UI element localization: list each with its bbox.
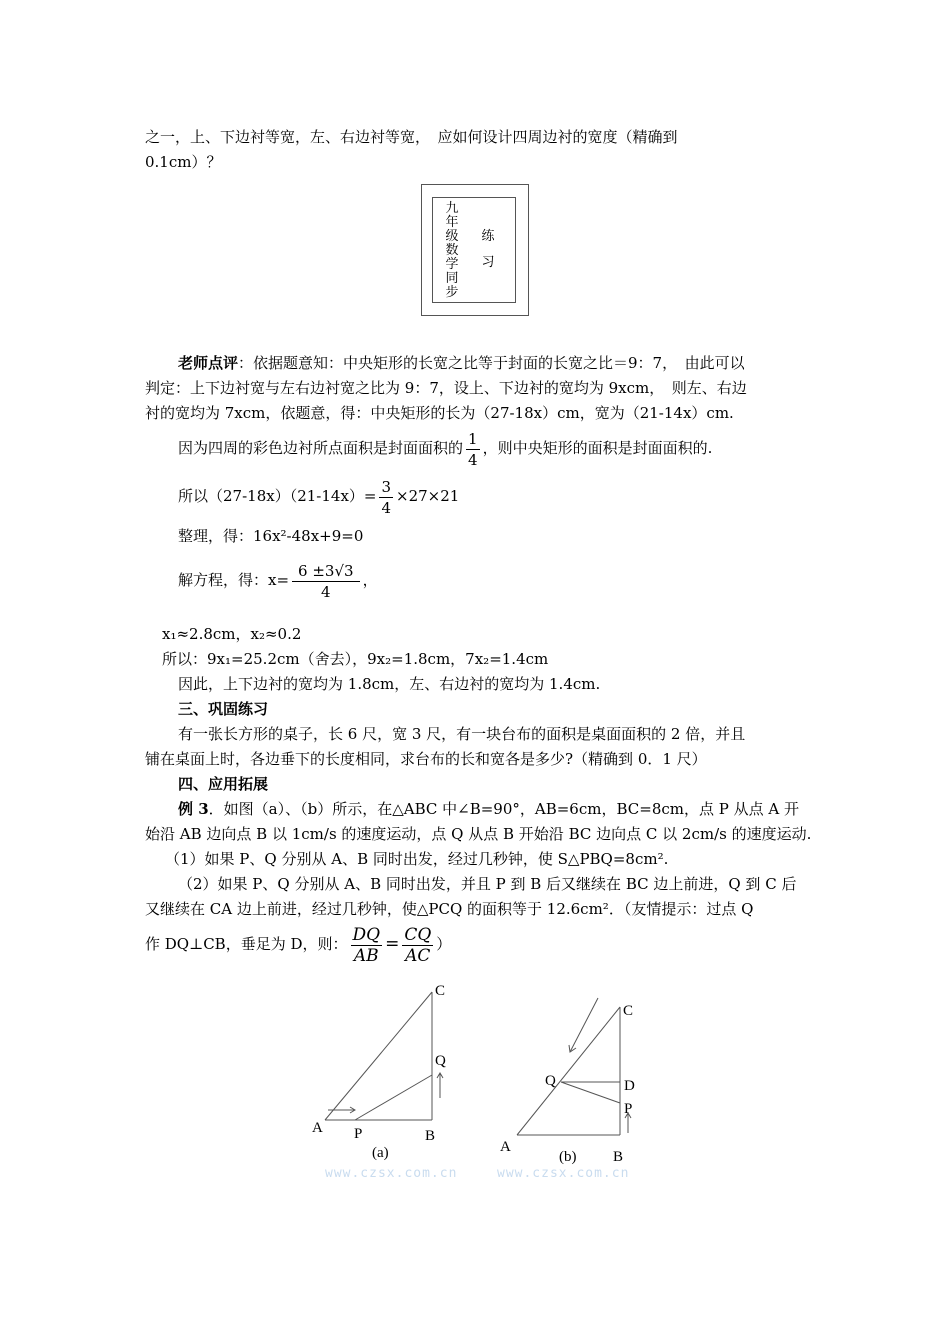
review-text-2-post: ，则中央矩形的面积是封面面积的.: [482, 439, 713, 457]
watermark-left: www.czsx.com.cn: [325, 1166, 458, 1181]
figure-a: [300, 980, 470, 1170]
example-text-1: ．如图（a）、（b）所示，在△ABC 中∠B=90°，AB=6cm，BC=8cm，点 P 从点 A 开: [208, 800, 799, 818]
watermark-right: www.czsx.com.cn: [497, 1166, 630, 1181]
fraction-numerator: 3: [381, 477, 392, 496]
label-a: A: [312, 1120, 323, 1136]
cover-title-vertical: 九年级数学同步: [445, 201, 459, 300]
equals-sign: =: [385, 934, 400, 954]
label-b: B: [613, 1149, 624, 1165]
label-a: A: [500, 1139, 511, 1155]
review-paragraph-7: 所以：9x₁=25.2cm（舍去），9x₂=1.8cm，7x₂=1.4cm: [162, 650, 549, 668]
book-cover-illustration: [421, 184, 529, 316]
review-text-1a: ：依据题意知：中央矩形的长宽之比等于封面的长宽之比＝9：7， 由此可以: [238, 354, 745, 372]
fraction-three-quarters: [379, 477, 393, 518]
label-c: C: [435, 983, 446, 999]
figure-b: [495, 995, 665, 1175]
review-paragraph-3: [178, 476, 459, 518]
book-cover-inner-frame: [432, 197, 516, 303]
section-3-line-1: 有一张长方形的桌子，长 6 尺，宽 3 尺，有一块台布的面积是桌面面积的 2 倍，并且: [178, 725, 746, 743]
fraction-numerator: DQ: [352, 924, 381, 945]
label-c: C: [623, 1003, 634, 1019]
review-text-5-post: ，: [362, 571, 378, 589]
figure-caption-a: (a): [372, 1145, 389, 1161]
fraction-denominator: AB: [351, 945, 383, 966]
review-text-5-pre: 解方程，得：x=: [178, 571, 290, 589]
review-text-3-post: ×27×21: [396, 487, 460, 505]
segment-ac: [325, 992, 432, 1120]
section-4-heading: 四、应用拓展: [178, 775, 269, 793]
segment-pq: [355, 1075, 432, 1120]
example-label: 例 3: [178, 800, 209, 818]
intro-line-2: 0.1cm）？: [145, 153, 222, 171]
section-3-heading: 三、巩固练习: [178, 700, 269, 718]
question-2-line-3: [145, 924, 451, 966]
fraction-numerator: 1: [468, 429, 478, 448]
question-2-line-1: （2）如果 P、Q 分别从 A、B 同时出发，并且 P 到 B 后又继续在 BC 边上前进，Q 到 C 后: [178, 875, 797, 893]
review-paragraph-2: [178, 428, 712, 470]
review-paragraph-5: [178, 560, 378, 602]
segment-qp: [561, 1082, 620, 1103]
review-paragraph-1a: [178, 353, 745, 373]
fraction-denominator: 4: [381, 498, 392, 517]
fraction-one-quarter: [466, 429, 480, 470]
review-label: 老师点评: [178, 354, 239, 372]
question-2-text-post: ）: [436, 935, 452, 953]
fraction-root-solution: [292, 561, 360, 602]
label-b: B: [425, 1128, 436, 1144]
review-paragraph-4: 整理，得：16x²-48x+9=0: [178, 527, 364, 545]
fraction-numerator: 6 ±3√3: [298, 561, 354, 580]
example-3-line-2: 始沿 AB 边向点 B 以 1cm/s 的速度运动，点 Q 从点 B 开始沿 BC 边向点 C 以 2cm/s 的速度运动.: [145, 825, 812, 843]
fraction-denominator: 4: [292, 581, 360, 602]
fraction-denominator: 4: [468, 450, 478, 469]
fraction-cq-ac: [402, 925, 433, 966]
cover-subtitle-vertical: 练习: [481, 229, 495, 270]
review-paragraph-1c: 衬的宽均为 7xcm，依题意，得：中央矩形的长为（27-18x）cm，宽为（21-14x）cm.: [145, 404, 734, 422]
review-paragraph-1b: 判定：上下边衬宽与左右边衬宽之比为 9：7，设上、下边衬的宽均为 9xcm， 则左、右边: [145, 379, 747, 397]
label-p: P: [624, 1101, 633, 1117]
arrow-up-icon: [437, 1073, 443, 1098]
review-text-2-pre: 因为四周的彩色边衬所点面积是封面面积的: [178, 439, 464, 457]
question-1: （1）如果 P、Q 分别从 A、B 同时出发，经过几秒钟，使 S△PBQ=8cm².: [165, 850, 669, 868]
question-2-line-2: 又继续在 CA 边上前进，经过几秒钟，使△PCQ 的面积等于 12.6cm²．（友情提示：过点 Q: [145, 900, 754, 918]
segment-ac: [517, 1007, 620, 1135]
example-3-line-1: [178, 799, 799, 819]
section-3-line-2: 铺在桌面上时，各边垂下的长度相同，求台布的长和宽各是多少?（精确到 0．1 尺）: [145, 750, 707, 768]
figure-caption-b: (b): [559, 1149, 577, 1165]
fraction-denominator: AC: [402, 945, 433, 966]
intro-line-1: 之一，上、下边衬等宽，左、右边衬等宽， 应如何设计四周边衬的宽度（精确到: [145, 128, 678, 146]
arrow-down-left-icon: [569, 998, 598, 1052]
label-q: Q: [545, 1073, 556, 1089]
review-text-3-pre: 所以（27-18x）（21-14x）=: [178, 487, 377, 505]
review-paragraph-6: x₁≈2.8cm，x₂≈0.2: [162, 625, 302, 643]
fraction-numerator: CQ: [404, 924, 432, 945]
fraction-dq-ab: [351, 925, 383, 966]
review-paragraph-8: 因此，上下边衬的宽均为 1.8cm，左、右边衬的宽均为 1.4cm.: [178, 675, 601, 693]
label-q: Q: [435, 1053, 446, 1069]
label-p: P: [354, 1126, 363, 1142]
question-2-text-pre: 作 DQ⊥CB，垂足为 D，则：: [145, 935, 348, 953]
label-d: D: [624, 1078, 635, 1094]
